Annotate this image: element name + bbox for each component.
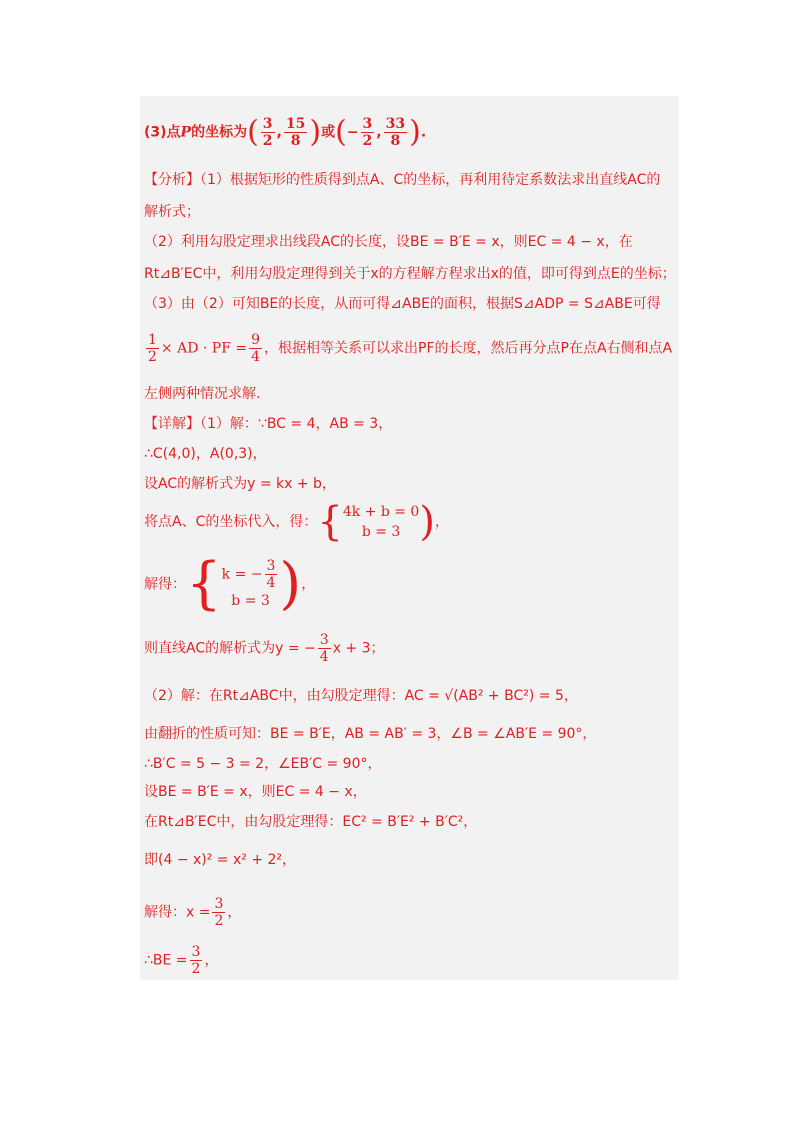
line-end: ，: [434, 514, 449, 530]
detail-head: 【详解】（1）解：∵BC = 4，AB = 3，: [144, 416, 393, 432]
or-text: 或: [321, 124, 336, 141]
paren-close: ): [309, 114, 322, 150]
detail-line-3: 设AC的解析式为y = kx + b，: [144, 476, 336, 492]
analysis-line-4: Rt⊿B′EC中，利用勾股定理得到关于x的方程解方程求出x的值，即可得到点E的坐标；: [144, 266, 676, 282]
frac-den: 4: [266, 575, 276, 591]
paren-close: ): [279, 551, 302, 617]
section3-result: (3)点P的坐标为( $\frac{3}{2}$ , $\frac{15}{8}$ )或(− $\frac{3}{2}$ , $\frac{33}{8}$ ).: [144, 114, 427, 150]
frac-num: 15: [285, 116, 306, 132]
analysis-line-5: （3）由（2）可知BE的长度，从而可得⊿ABE的面积，根据S⊿ADP = S⊿ABE可得: [144, 296, 661, 312]
frac-num: 1: [148, 332, 157, 348]
frac-den: 8: [290, 133, 301, 149]
line-end: ，: [227, 904, 242, 921]
detail-line-2: ∴C(4,0)，A(0,3)，: [144, 446, 267, 462]
paren-open: (: [335, 114, 347, 150]
line-end: ，: [204, 952, 219, 969]
result-end: .: [420, 124, 427, 141]
frac-den: 2: [214, 913, 224, 929]
frac-den: 4: [251, 349, 261, 365]
part2-line-2: 由翻折的性质可知：BE = B′E，AB = AB′ = 3，∠B = ∠AB′E = 90°，: [144, 726, 597, 742]
frac-num: 3: [266, 558, 276, 574]
frac-den: 4: [319, 649, 329, 665]
minus-sign: −: [346, 124, 359, 141]
point-p: P: [180, 124, 192, 141]
analysis-rest: ，根据相等关系可以求出PF的长度，然后再分点P在点A右侧和点A: [264, 340, 673, 357]
line-end: ，: [301, 576, 316, 593]
analysis-line-1: 【分析】（1）根据矩形的性质得到点A、C的坐标，再利用待定系数法求出直线AC的: [144, 172, 661, 188]
analysis-line-3: （2）利用勾股定理求出线段AC的长度，设BE = B′E = x，则EC = 4 − x，在: [144, 234, 633, 250]
part2-line-8: [144, 944, 218, 977]
solved-text: 解得：: [144, 576, 186, 593]
part2-line-3: ∴B′C = 5 − 3 = 2，∠EB′C = 90°，: [144, 756, 382, 772]
frac-num: 3: [262, 116, 273, 132]
frac-num: 3: [362, 116, 373, 132]
detail-line-5: [144, 551, 316, 617]
formula-mid: × AD · PF =: [160, 340, 248, 357]
frac-den: 2: [191, 961, 201, 977]
analysis-line-7: 左侧两种情况求解.: [144, 386, 261, 402]
line-end: x + 3；: [332, 640, 385, 657]
be-text: ∴BE =: [144, 952, 188, 969]
detail-line-6: [144, 632, 385, 665]
frac-den: 2: [262, 133, 273, 149]
part2-line-6: 即(4 − x)² = x² + 2²，: [144, 852, 297, 868]
frac-den: 2: [362, 133, 373, 149]
equation-1: 4k + b = 0: [342, 504, 420, 520]
part2-line-4: 设BE = B′E = x，则EC = 4 − x，: [144, 784, 367, 800]
frac-num: 3: [319, 632, 329, 648]
frac-num: 3: [191, 944, 201, 960]
brace-open: {: [317, 499, 343, 545]
result-mid: 的坐标为: [191, 124, 248, 141]
frac-den: 2: [148, 349, 157, 365]
analysis-line-2: 解析式；: [144, 204, 200, 220]
result-prefix: (3)点: [144, 124, 181, 141]
solve-x-text: 解得：x =: [144, 904, 211, 921]
frac-num: 3: [214, 896, 224, 912]
frac-num: 33: [385, 116, 406, 132]
paren-close: ): [409, 114, 421, 150]
paren-open: (: [247, 114, 259, 150]
part2-line-7: [144, 896, 241, 929]
brace-open: {: [186, 551, 222, 617]
paren-close: ): [419, 499, 435, 545]
part2-head: （2）解：在Rt⊿ABC中，由勾股定理得：AC = √(AB² + BC²) = 5，: [144, 688, 578, 704]
part2-line-5: 在Rt⊿B′EC中，由勾股定理得：EC² = B′E² + B′C²，: [144, 814, 478, 830]
detail-line-4: [144, 499, 449, 545]
substitute-text: 将点A、C的坐标代入，得：: [144, 514, 318, 530]
k-equation: k = −: [221, 566, 263, 583]
frac-num: 9: [251, 332, 261, 348]
equation-2: b = 3: [361, 524, 401, 540]
analysis-line-6: [144, 332, 672, 365]
b-equation: b = 3: [231, 593, 270, 609]
result-line-text: 则直线AC的解析式为y = −: [144, 640, 316, 657]
frac-den: 8: [390, 133, 401, 149]
